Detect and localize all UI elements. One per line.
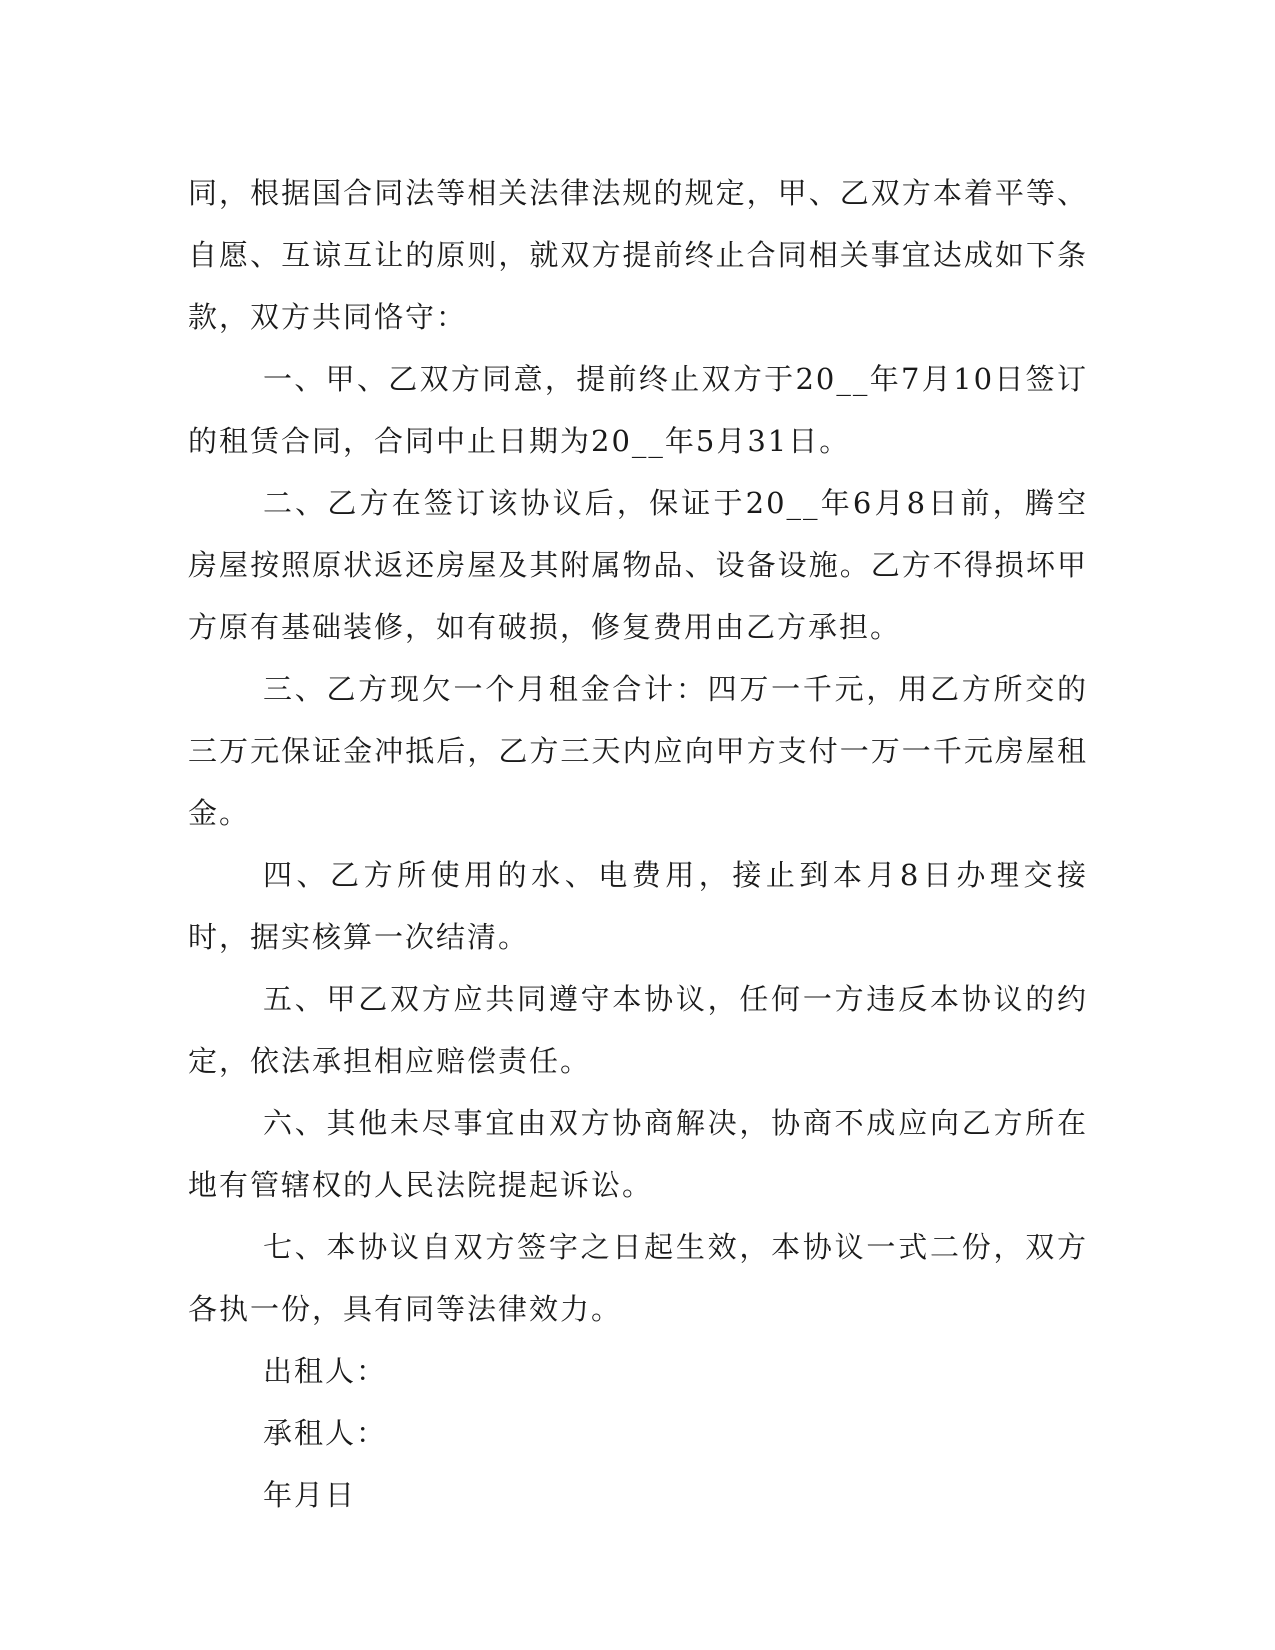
lessor-signature-label: 出租人：: [263, 1354, 388, 1388]
clause-4: 四、乙方所使用的水、电费用，接止到本月8日办理交接时，据实核算一次结清。: [188, 858, 1088, 954]
clause-2: 二、乙方在签订该协议后，保证于20__年6月8日前，腾空房屋按照原状返还房屋及其附属物品、设备设施。乙方不得损坏甲方原有基础装修，如有破损，修复费用由乙方承担。: [188, 486, 1088, 644]
date-label: 年月日: [263, 1478, 357, 1512]
document-body: [188, 162, 1088, 1526]
intro-paragraph: 同，根据国合同法等相关法律法规的规定，甲、乙双方本着平等、自愿、互谅互让的原则，就双方提前终止合同相关事宜达成如下条款，双方共同恪守：: [188, 176, 1088, 334]
clause-1: 一、甲、乙双方同意，提前终止双方于20__年7月10日签订的租赁合同，合同中止日期为20__年5月31日。: [188, 362, 1088, 458]
clause-5: 五、甲乙双方应共同遵守本协议，任何一方违反本协议的约定，依法承担相应赔偿责任。: [188, 982, 1088, 1078]
clause-7: 七、本协议自双方签字之日起生效，本协议一式二份，双方各执一份，具有同等法律效力。: [188, 1230, 1088, 1326]
lessee-signature-label: 承租人：: [263, 1416, 388, 1450]
clause-6: 六、其他未尽事宜由双方协商解决，协商不成应向乙方所在地有管辖权的人民法院提起诉讼。: [188, 1106, 1088, 1202]
clause-3: 三、乙方现欠一个月租金合计：四万一千元，用乙方所交的三万元保证金冲抵后，乙方三天内应向甲方支付一万一千元房屋租金。: [188, 672, 1088, 830]
